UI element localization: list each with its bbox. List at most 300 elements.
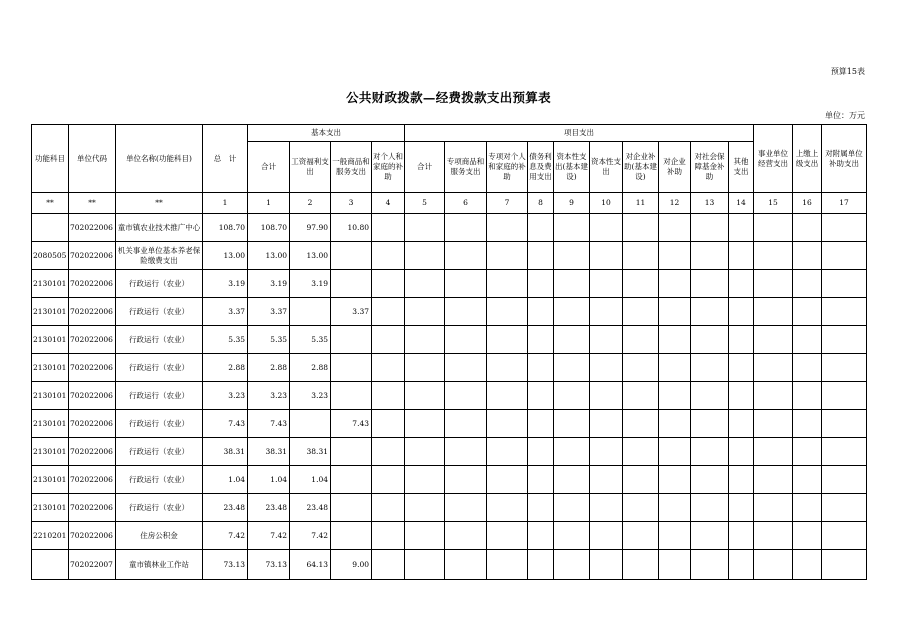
empty-cell: [405, 242, 445, 270]
empty-cell: [372, 354, 405, 382]
empty-cell: [528, 382, 554, 410]
unit-name-cell: 童市镇农业技术推广中心: [116, 214, 203, 242]
empty-cell: [754, 550, 793, 580]
wage-cell: 3.19: [290, 270, 331, 298]
empty-cell: [822, 298, 867, 326]
wage-cell: 13.00: [290, 242, 331, 270]
empty-cell: [623, 354, 659, 382]
empty-cell: [405, 522, 445, 550]
function-subject-cell: 2130101: [32, 354, 69, 382]
empty-cell: [405, 550, 445, 580]
empty-cell: [445, 494, 487, 522]
goods-cell: [331, 326, 372, 354]
total-cell: 23.48: [203, 494, 248, 522]
wage-cell: 1.04: [290, 466, 331, 494]
header-project-debt: 债务利息及费用支出: [528, 142, 554, 193]
function-subject-cell: 2130101: [32, 438, 69, 466]
empty-cell: [405, 466, 445, 494]
goods-cell: [331, 494, 372, 522]
total-cell: 108.70: [203, 214, 248, 242]
table-row: [32, 298, 867, 326]
function-subject-cell: 2130101: [32, 298, 69, 326]
empty-cell: [487, 522, 528, 550]
function-subject-cell: [32, 550, 69, 580]
unit-code-cell: 702022006: [69, 326, 116, 354]
empty-cell: [623, 522, 659, 550]
empty-cell: [372, 438, 405, 466]
empty-cell: [793, 494, 822, 522]
empty-cell: [445, 242, 487, 270]
empty-cell: [623, 550, 659, 580]
unit-name-cell: 行政运行（农业）: [116, 494, 203, 522]
empty-cell: [793, 270, 822, 298]
goods-cell: [331, 354, 372, 382]
empty-cell: [793, 438, 822, 466]
header-total: 总 计: [203, 125, 248, 193]
empty-cell: [822, 410, 867, 438]
total-cell: 38.31: [203, 438, 248, 466]
empty-cell: [729, 242, 754, 270]
wage-cell: 23.48: [290, 494, 331, 522]
empty-cell: [659, 522, 691, 550]
basic-total-cell: 73.13: [248, 550, 290, 580]
unit-code-cell: 702022006: [69, 354, 116, 382]
goods-cell: 3.37: [331, 298, 372, 326]
header-basic-group: 基本支出: [248, 125, 405, 142]
header-project-personal: 专项对个人和家庭的补助: [487, 142, 528, 193]
header-project-goods: 专项商品和服务支出: [445, 142, 487, 193]
empty-cell: [691, 270, 729, 298]
unit-code-cell: 702022006: [69, 522, 116, 550]
empty-cell: [623, 242, 659, 270]
index-cell: 7: [487, 193, 528, 214]
empty-cell: [372, 494, 405, 522]
empty-cell: [754, 270, 793, 298]
empty-cell: [372, 242, 405, 270]
table-row: [32, 438, 867, 466]
empty-cell: [554, 214, 590, 242]
header-project-total: 合计: [405, 142, 445, 193]
empty-cell: [487, 242, 528, 270]
total-cell: 13.00: [203, 242, 248, 270]
empty-cell: [487, 382, 528, 410]
empty-cell: [754, 382, 793, 410]
unit-code-cell: 702022006: [69, 494, 116, 522]
empty-cell: [822, 214, 867, 242]
empty-cell: [793, 298, 822, 326]
empty-cell: [554, 438, 590, 466]
empty-cell: [793, 550, 822, 580]
empty-cell: [754, 354, 793, 382]
header-basic-personal: 对个人和家庭的补助: [372, 142, 405, 193]
index-cell: 4: [372, 193, 405, 214]
table-row: [32, 522, 867, 550]
goods-cell: [331, 270, 372, 298]
empty-cell: [405, 382, 445, 410]
empty-cell: [590, 382, 623, 410]
header-project-social-security: 对社会保障基金补助: [691, 142, 729, 193]
empty-cell: [487, 550, 528, 580]
basic-total-cell: 13.00: [248, 242, 290, 270]
empty-cell: [554, 466, 590, 494]
unit-label: 单位：万元: [825, 111, 865, 120]
empty-cell: [822, 326, 867, 354]
empty-cell: [793, 522, 822, 550]
table-row: [32, 326, 867, 354]
empty-cell: [623, 298, 659, 326]
empty-cell: [405, 270, 445, 298]
budget-table: [31, 124, 867, 580]
function-subject-cell: 2130101: [32, 410, 69, 438]
empty-cell: [445, 466, 487, 494]
index-cell: 13: [691, 193, 729, 214]
goods-cell: [331, 466, 372, 494]
basic-total-cell: 1.04: [248, 466, 290, 494]
empty-cell: [554, 550, 590, 580]
unit-name-cell: 行政运行（农业）: [116, 354, 203, 382]
empty-cell: [729, 466, 754, 494]
basic-total-cell: 3.23: [248, 382, 290, 410]
goods-cell: [331, 438, 372, 466]
empty-cell: [729, 298, 754, 326]
empty-cell: [590, 242, 623, 270]
wage-cell: 64.13: [290, 550, 331, 580]
empty-cell: [691, 494, 729, 522]
empty-cell: [822, 242, 867, 270]
empty-cell: [822, 550, 867, 580]
empty-cell: [659, 438, 691, 466]
empty-cell: [729, 354, 754, 382]
empty-cell: [372, 298, 405, 326]
basic-total-cell: 23.48: [248, 494, 290, 522]
empty-cell: [372, 326, 405, 354]
header-unit-name: 单位名称(功能科目): [116, 125, 203, 193]
index-cell: 3: [331, 193, 372, 214]
empty-cell: [754, 214, 793, 242]
empty-cell: [691, 438, 729, 466]
unit-name-cell: 住房公积金: [116, 522, 203, 550]
empty-cell: [405, 494, 445, 522]
basic-total-cell: 3.19: [248, 270, 290, 298]
total-cell: 7.43: [203, 410, 248, 438]
empty-cell: [729, 382, 754, 410]
basic-total-cell: 3.37: [248, 298, 290, 326]
empty-cell: [754, 522, 793, 550]
unit-name-cell: 行政运行（农业）: [116, 382, 203, 410]
empty-cell: [822, 494, 867, 522]
total-cell: 3.23: [203, 382, 248, 410]
unit-name-cell: 童市镇林业工作站: [116, 550, 203, 580]
goods-cell: 9.00: [331, 550, 372, 580]
empty-cell: [691, 410, 729, 438]
table-row: [32, 550, 867, 580]
empty-cell: [405, 298, 445, 326]
empty-cell: [372, 522, 405, 550]
empty-cell: [528, 522, 554, 550]
empty-cell: [729, 214, 754, 242]
header-basic-wage: 工资福利支出: [290, 142, 331, 193]
empty-cell: [554, 298, 590, 326]
table-row: [32, 242, 867, 270]
index-cell: 9: [554, 193, 590, 214]
empty-cell: [528, 326, 554, 354]
basic-total-cell: 108.70: [248, 214, 290, 242]
total-cell: 73.13: [203, 550, 248, 580]
header-project-capital-construction: 资本性支出(基本建设): [554, 142, 590, 193]
empty-cell: [445, 298, 487, 326]
empty-cell: [590, 354, 623, 382]
empty-cell: [405, 326, 445, 354]
empty-cell: [528, 270, 554, 298]
total-cell: 3.19: [203, 270, 248, 298]
empty-cell: [590, 522, 623, 550]
empty-cell: [590, 494, 623, 522]
empty-cell: [822, 438, 867, 466]
table-row: [32, 410, 867, 438]
header-function-subject: 功能科目: [32, 125, 69, 193]
empty-cell: [754, 410, 793, 438]
unit-name-cell: 行政运行（农业）: [116, 438, 203, 466]
function-subject-cell: 2130101: [32, 326, 69, 354]
header-affiliate-subsidy: 对附属单位补助支出: [822, 125, 867, 193]
index-cell: 15: [754, 193, 793, 214]
unit-code-cell: 702022006: [69, 214, 116, 242]
empty-cell: [659, 466, 691, 494]
empty-cell: [445, 354, 487, 382]
index-cell: **: [116, 193, 203, 214]
unit-code-cell: 702022006: [69, 382, 116, 410]
empty-cell: [793, 326, 822, 354]
empty-cell: [793, 354, 822, 382]
wage-cell: 5.35: [290, 326, 331, 354]
unit-name-cell: 行政运行（农业）: [116, 270, 203, 298]
empty-cell: [445, 270, 487, 298]
empty-cell: [659, 270, 691, 298]
empty-cell: [793, 466, 822, 494]
empty-cell: [445, 214, 487, 242]
unit-code-cell: 702022007: [69, 550, 116, 580]
empty-cell: [623, 326, 659, 354]
empty-cell: [554, 382, 590, 410]
empty-cell: [528, 354, 554, 382]
empty-cell: [729, 326, 754, 354]
empty-cell: [554, 242, 590, 270]
empty-cell: [623, 494, 659, 522]
empty-cell: [372, 550, 405, 580]
empty-cell: [590, 438, 623, 466]
empty-cell: [528, 298, 554, 326]
index-cell: **: [69, 193, 116, 214]
wage-cell: 38.31: [290, 438, 331, 466]
empty-cell: [729, 270, 754, 298]
basic-total-cell: 5.35: [248, 326, 290, 354]
empty-cell: [822, 354, 867, 382]
empty-cell: [623, 438, 659, 466]
empty-cell: [822, 466, 867, 494]
empty-cell: [623, 410, 659, 438]
header-project-enterprise: 对企业补助: [659, 142, 691, 193]
goods-cell: [331, 242, 372, 270]
empty-cell: [754, 242, 793, 270]
index-cell: 8: [528, 193, 554, 214]
unit-code-cell: 702022006: [69, 242, 116, 270]
empty-cell: [659, 494, 691, 522]
empty-cell: [487, 354, 528, 382]
empty-cell: [528, 410, 554, 438]
goods-cell: 10.80: [331, 214, 372, 242]
empty-cell: [372, 382, 405, 410]
function-subject-cell: 2130101: [32, 466, 69, 494]
empty-cell: [590, 270, 623, 298]
empty-cell: [445, 382, 487, 410]
empty-cell: [445, 550, 487, 580]
empty-cell: [528, 214, 554, 242]
total-cell: 3.37: [203, 298, 248, 326]
unit-code-cell: 702022006: [69, 298, 116, 326]
empty-cell: [691, 382, 729, 410]
empty-cell: [372, 270, 405, 298]
empty-cell: [659, 326, 691, 354]
empty-cell: [445, 410, 487, 438]
empty-cell: [754, 438, 793, 466]
index-cell: 12: [659, 193, 691, 214]
empty-cell: [590, 550, 623, 580]
empty-cell: [554, 326, 590, 354]
page-title: 公共财政拨款—经费拨款支出预算表: [346, 90, 551, 105]
empty-cell: [729, 438, 754, 466]
empty-cell: [729, 522, 754, 550]
total-cell: 1.04: [203, 466, 248, 494]
basic-total-cell: 7.43: [248, 410, 290, 438]
table-row: [32, 382, 867, 410]
empty-cell: [554, 354, 590, 382]
header-business-operation: 事业单位经营支出: [754, 125, 793, 193]
header-unit-code: 单位代码: [69, 125, 116, 193]
empty-cell: [691, 326, 729, 354]
goods-cell: 7.43: [331, 410, 372, 438]
empty-cell: [659, 354, 691, 382]
index-cell: 11: [623, 193, 659, 214]
empty-cell: [528, 438, 554, 466]
wage-cell: [290, 410, 331, 438]
empty-cell: [487, 466, 528, 494]
unit-code-cell: 702022006: [69, 438, 116, 466]
empty-cell: [528, 242, 554, 270]
total-cell: 2.88: [203, 354, 248, 382]
empty-cell: [729, 410, 754, 438]
header-project-enterprise-construction: 对企业补助(基本建设): [623, 142, 659, 193]
index-cell: 6: [445, 193, 487, 214]
header-project-other: 其他支出: [729, 142, 754, 193]
table-row: [32, 354, 867, 382]
empty-cell: [405, 354, 445, 382]
function-subject-cell: [32, 214, 69, 242]
empty-cell: [691, 466, 729, 494]
header-project-capital: 资本性支出: [590, 142, 623, 193]
index-cell: 2: [290, 193, 331, 214]
header-basic-goods: 一般商品和服务支出: [331, 142, 372, 193]
empty-cell: [590, 466, 623, 494]
index-cell: 1: [248, 193, 290, 214]
empty-cell: [754, 466, 793, 494]
wage-cell: 97.90: [290, 214, 331, 242]
unit-name-cell: 机关事业单位基本养老保险缴费支出: [116, 242, 203, 270]
empty-cell: [405, 214, 445, 242]
empty-cell: [372, 410, 405, 438]
empty-cell: [754, 298, 793, 326]
empty-cell: [822, 382, 867, 410]
function-subject-cell: 2130101: [32, 270, 69, 298]
index-cell: 17: [822, 193, 867, 214]
index-cell: 5: [405, 193, 445, 214]
empty-cell: [445, 326, 487, 354]
empty-cell: [659, 382, 691, 410]
empty-cell: [754, 494, 793, 522]
empty-cell: [405, 410, 445, 438]
wage-cell: 3.23: [290, 382, 331, 410]
empty-cell: [729, 550, 754, 580]
empty-cell: [590, 410, 623, 438]
index-cell: 1: [203, 193, 248, 214]
basic-total-cell: 2.88: [248, 354, 290, 382]
unit-name-cell: 行政运行（农业）: [116, 298, 203, 326]
empty-cell: [822, 522, 867, 550]
unit-name-cell: 行政运行（农业）: [116, 410, 203, 438]
unit-name-cell: 行政运行（农业）: [116, 326, 203, 354]
unit-name-cell: 行政运行（农业）: [116, 466, 203, 494]
wage-cell: 2.88: [290, 354, 331, 382]
function-subject-cell: 2210201: [32, 522, 69, 550]
empty-cell: [691, 298, 729, 326]
empty-cell: [659, 242, 691, 270]
empty-cell: [623, 382, 659, 410]
total-cell: 5.35: [203, 326, 248, 354]
empty-cell: [590, 298, 623, 326]
empty-cell: [623, 270, 659, 298]
empty-cell: [793, 242, 822, 270]
basic-total-cell: 38.31: [248, 438, 290, 466]
index-cell: **: [32, 193, 69, 214]
empty-cell: [659, 410, 691, 438]
index-cell: 14: [729, 193, 754, 214]
wage-cell: [290, 298, 331, 326]
empty-cell: [554, 522, 590, 550]
empty-cell: [372, 466, 405, 494]
header-upper-remit: 上缴上级支出: [793, 125, 822, 193]
empty-cell: [623, 466, 659, 494]
empty-cell: [528, 494, 554, 522]
index-cell: 10: [590, 193, 623, 214]
index-cell: 16: [793, 193, 822, 214]
empty-cell: [754, 326, 793, 354]
empty-cell: [528, 466, 554, 494]
empty-cell: [528, 550, 554, 580]
goods-cell: [331, 522, 372, 550]
empty-cell: [793, 382, 822, 410]
empty-cell: [405, 438, 445, 466]
table-row: [32, 466, 867, 494]
empty-cell: [793, 214, 822, 242]
function-subject-cell: 2130101: [32, 494, 69, 522]
index-row: [32, 193, 867, 214]
empty-cell: [691, 522, 729, 550]
header-basic-total: 合计: [248, 142, 290, 193]
table-row: [32, 270, 867, 298]
table-row: [32, 214, 867, 242]
empty-cell: [487, 494, 528, 522]
empty-cell: [554, 270, 590, 298]
empty-cell: [590, 326, 623, 354]
